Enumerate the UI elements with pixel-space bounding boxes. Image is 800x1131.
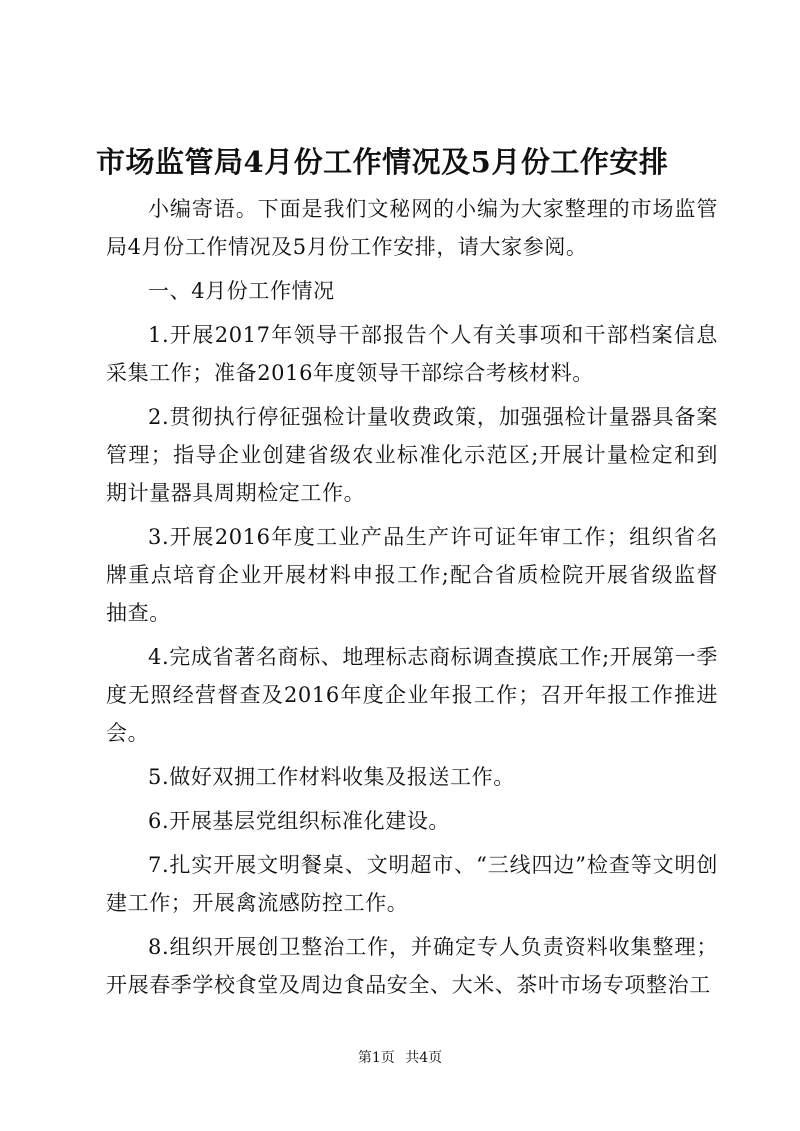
paragraph-item-5: 5.做好双拥工作材料收集及报送工作。 xyxy=(148,765,515,789)
paragraph-item-7: 7.扎实开展文明餐桌、文明超市、“三线四边”检查等文明创建工作；开展禽流感防控工作。 xyxy=(106,853,718,915)
document-body xyxy=(106,190,718,1010)
document-title: 市场监管局4月份工作情况及5月份工作安排 xyxy=(96,145,669,179)
paragraph-item-1: 1.开展2017年领导干部报告个人有关事项和干部档案信息采集工作；准备2016年度领导干部综合考核材料。 xyxy=(106,323,718,385)
paragraph-intro: 小编寄语。下面是我们文秘网的小编为大家整理的市场监管局4月份工作情况及5月份工作安排，请大家参阅。 xyxy=(106,197,718,259)
page-footer xyxy=(0,1048,800,1068)
paragraph-item-6: 6.开展基层党组织标准化建设。 xyxy=(148,809,451,833)
paragraph-item-2: 2.贯彻执行停征强检计量收费政策，加强强检计量器具备案管理；指导企业创建省级农业标准化示范区;开展计量检定和到期计量器具周期检定工作。 xyxy=(106,405,718,505)
page-number: 第1页 xyxy=(357,1050,395,1066)
section-heading: 一、4月份工作情况 xyxy=(148,279,335,303)
paragraph-item-4: 4.完成省著名商标、地理标志商标调查摸底工作;开展第一季度无照经营督查及2016年度企业年报工作；召开年报工作推进会。 xyxy=(106,645,718,745)
paragraph-item-3: 3.开展2016年度工业产品生产许可证年审工作；组织省名牌重点培育企业开展材料申报工作;配合省质检院开展省级监督抽查。 xyxy=(106,525,718,625)
paragraph-item-8: 8.组织开展创卫整治工作，并确定专人负责资料收集整理；开展春季学校食堂及周边食品安全、大米、茶叶市场专项整治工 xyxy=(106,935,718,997)
page-total: 共4页 xyxy=(405,1050,443,1066)
